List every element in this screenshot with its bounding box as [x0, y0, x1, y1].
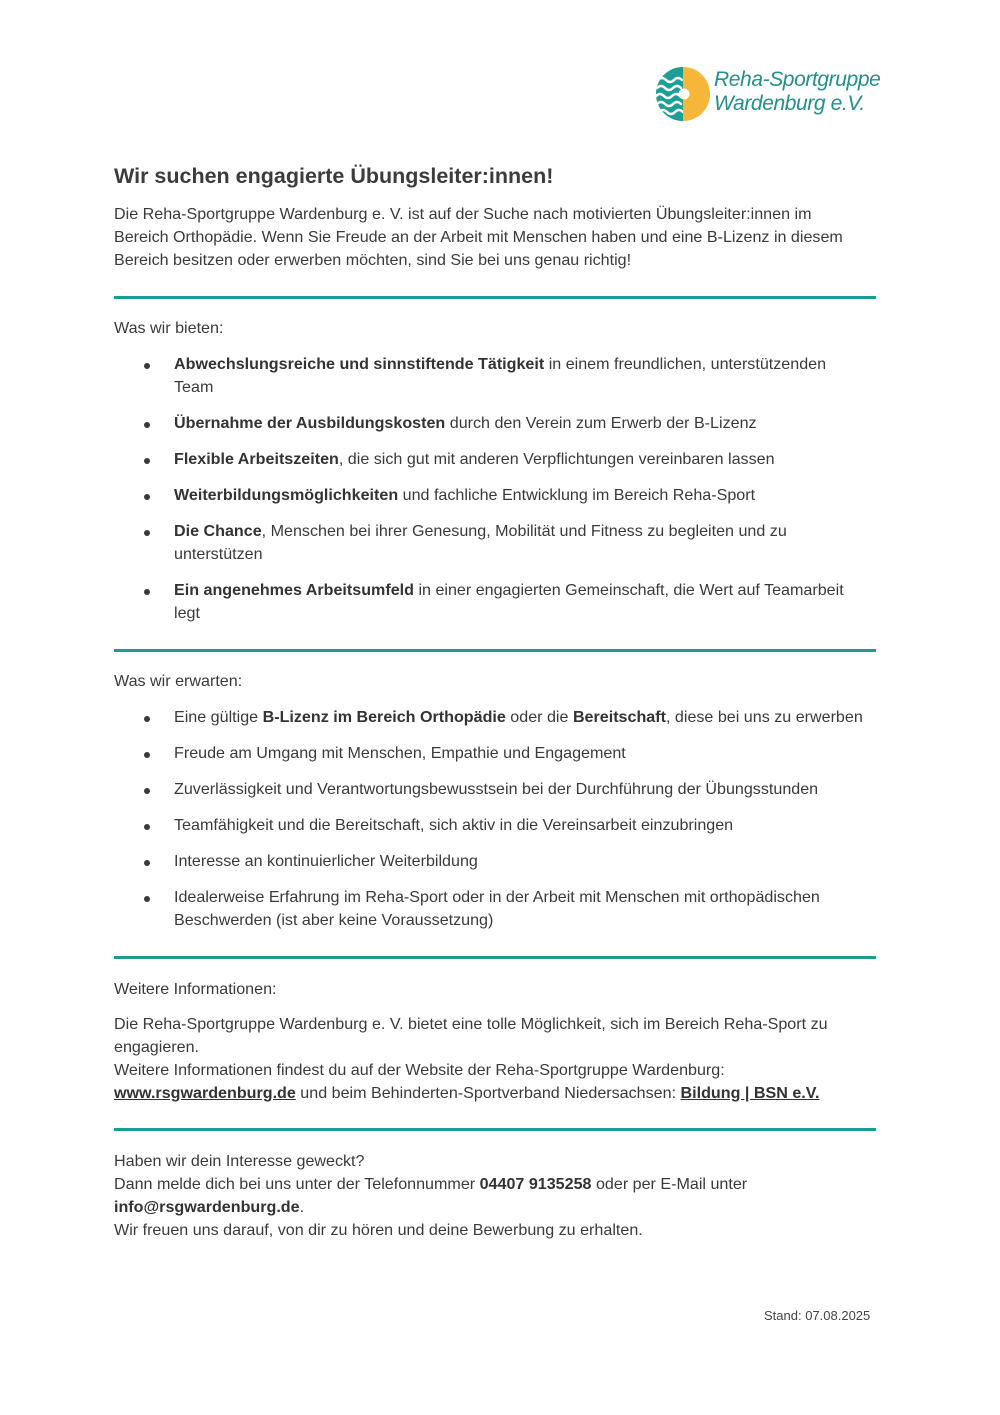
expect-item-bold: Bereitschaft	[572, 708, 666, 726]
expect-list-item	[174, 778, 884, 801]
expect-list-item	[174, 886, 884, 932]
intro-paragraph	[114, 203, 884, 272]
bullet-icon	[144, 896, 150, 902]
club-logo	[655, 63, 895, 123]
offer-list-item	[174, 579, 884, 625]
contact-paragraph	[114, 1150, 884, 1242]
offer-item-bold: Flexible Arbeitszeiten	[174, 450, 339, 468]
expect-item-text: Beschwerden (ist aber keine Voraussetzung)	[174, 911, 494, 929]
offer-list-item	[174, 353, 884, 399]
bullet-icon	[144, 716, 150, 722]
club-logo-icon	[655, 66, 711, 122]
bsn-link[interactable]: Bildung | BSN e.V.	[680, 1084, 820, 1102]
info-line: Weitere Informationen findest du auf der Website der Reha-Sportgruppe Wardenburg:	[114, 1061, 725, 1079]
expect-item-bold: B-Lizenz im Bereich Orthopädie	[262, 708, 506, 726]
expect-item-text: Freude am Umgang mit Menschen, Empathie und Engagement	[174, 744, 626, 762]
info-paragraph	[114, 1013, 884, 1105]
bullet-icon	[144, 458, 150, 464]
expect-list-item	[174, 742, 884, 765]
logo-text-line1: Reha-Sportgruppe	[714, 68, 881, 91]
contact-line: Wir freuen uns darauf, von dir zu hören und deine Bewerbung zu erhalten.	[114, 1221, 643, 1239]
offer-item-text: , die sich gut mit anderen Verpflichtungen vereinbaren lassen	[338, 450, 775, 468]
page-title: Wir suchen engagierte Übungsleiter:innen!	[114, 164, 554, 188]
section-divider	[114, 956, 876, 959]
info-line: engagieren.	[114, 1038, 200, 1056]
expect-item-text: Teamfähigkeit und die Bereitschaft, sich aktiv in die Vereinsarbeit einzubringen	[174, 816, 734, 834]
offer-item-text: legt	[174, 604, 200, 622]
bullet-icon	[144, 860, 150, 866]
offer-heading: Was wir bieten:	[114, 319, 224, 337]
bullet-icon	[144, 824, 150, 830]
intro-line: Bereich Orthopädie. Wenn Sie Freude an der Arbeit mit Menschen haben und eine B-Lizenz in diesem	[114, 228, 843, 246]
offer-item-bold: Ein angenehmes Arbeitsumfeld	[174, 581, 414, 599]
offer-list-item	[174, 484, 884, 507]
website-link[interactable]: www.rsgwardenburg.de	[114, 1084, 296, 1102]
info-heading: Weitere Informationen:	[114, 980, 277, 998]
expect-item-text: Idealerweise Erfahrung im Reha-Sport oder in der Arbeit mit Menschen mit orthopädischen	[174, 888, 820, 906]
offer-item-text: Team	[174, 378, 214, 396]
email-address[interactable]: info@rsgwardenburg.de	[114, 1198, 300, 1216]
offer-item-text: in einem freundlichen, unterstützenden	[544, 355, 827, 373]
offer-item-bold: Übernahme der Ausbildungskosten	[174, 414, 446, 432]
section-divider	[114, 296, 876, 299]
phone-number[interactable]: 04407 9135258	[479, 1175, 592, 1193]
contact-line: oder per E-Mail unter	[591, 1175, 748, 1193]
offer-list-item	[174, 412, 884, 435]
intro-line: Bereich besitzen oder erwerben möchten, sind Sie bei uns genau richtig!	[114, 251, 632, 269]
section-divider	[114, 1128, 876, 1131]
offer-item-text: unterstützen	[174, 545, 263, 563]
expect-item-text: oder die	[505, 708, 573, 726]
bullet-icon	[144, 363, 150, 369]
offer-list-item	[174, 448, 884, 471]
expect-item-text: Zuverlässigkeit und Verantwortungsbewusstsein bei der Durchführung der Übungsstunden	[174, 780, 819, 798]
offer-item-bold: Abwechslungsreiche und sinnstiftende Tätigkeit	[174, 355, 545, 373]
contact-line: Dann melde dich bei uns unter der Telefonnummer	[114, 1175, 480, 1193]
info-line: Die Reha-Sportgruppe Wardenburg e. V. bietet eine tolle Möglichkeit, sich im Bereich Reha-Sport zu	[114, 1015, 828, 1033]
bullet-icon	[144, 788, 150, 794]
logo-text-line2: Wardenburg e.V.	[714, 92, 865, 115]
expect-list-item	[174, 850, 884, 873]
expect-heading: Was wir erwarten:	[114, 672, 243, 690]
stand-date: Stand: 07.08.2025	[764, 1308, 871, 1323]
expect-list-item	[174, 706, 884, 729]
logo-dot-icon	[679, 89, 690, 100]
expect-item-text: Interesse an kontinuierlicher Weiterbildung	[174, 852, 478, 870]
offer-item-bold: Weiterbildungsmöglichkeiten	[174, 486, 399, 504]
expect-item-text: , diese bei uns zu erwerben	[665, 708, 863, 726]
info-line: und beim Behinderten-Sportverband Niedersachsen:	[295, 1084, 681, 1102]
expect-list-item	[174, 814, 884, 837]
offer-item-text: durch den Verein zum Erwerb der B-Lizenz	[445, 414, 757, 432]
offer-item-text: , Menschen bei ihrer Genesung, Mobilität und Fitness zu begleiten und zu	[261, 522, 787, 540]
bullet-icon	[144, 494, 150, 500]
bullet-icon	[144, 752, 150, 758]
offer-item-text: und fachliche Entwicklung im Bereich Reha-Sport	[398, 486, 756, 504]
expect-item-text: Eine gültige	[174, 708, 263, 726]
bullet-icon	[144, 422, 150, 428]
section-divider	[114, 649, 876, 652]
offer-item-bold: Die Chance	[174, 522, 262, 540]
contact-line: Haben wir dein Interesse geweckt?	[114, 1152, 365, 1170]
logo-text	[714, 68, 880, 116]
offer-list-item	[174, 520, 884, 566]
contact-line: .	[299, 1198, 305, 1216]
bullet-icon	[144, 589, 150, 595]
intro-line: Die Reha-Sportgruppe Wardenburg e. V. ist auf der Suche nach motivierten Übungsleiter:innen im	[114, 205, 812, 223]
offer-item-text: in einer engagierten Gemeinschaft, die Wert auf Teamarbeit	[413, 581, 844, 599]
bullet-icon	[144, 530, 150, 536]
